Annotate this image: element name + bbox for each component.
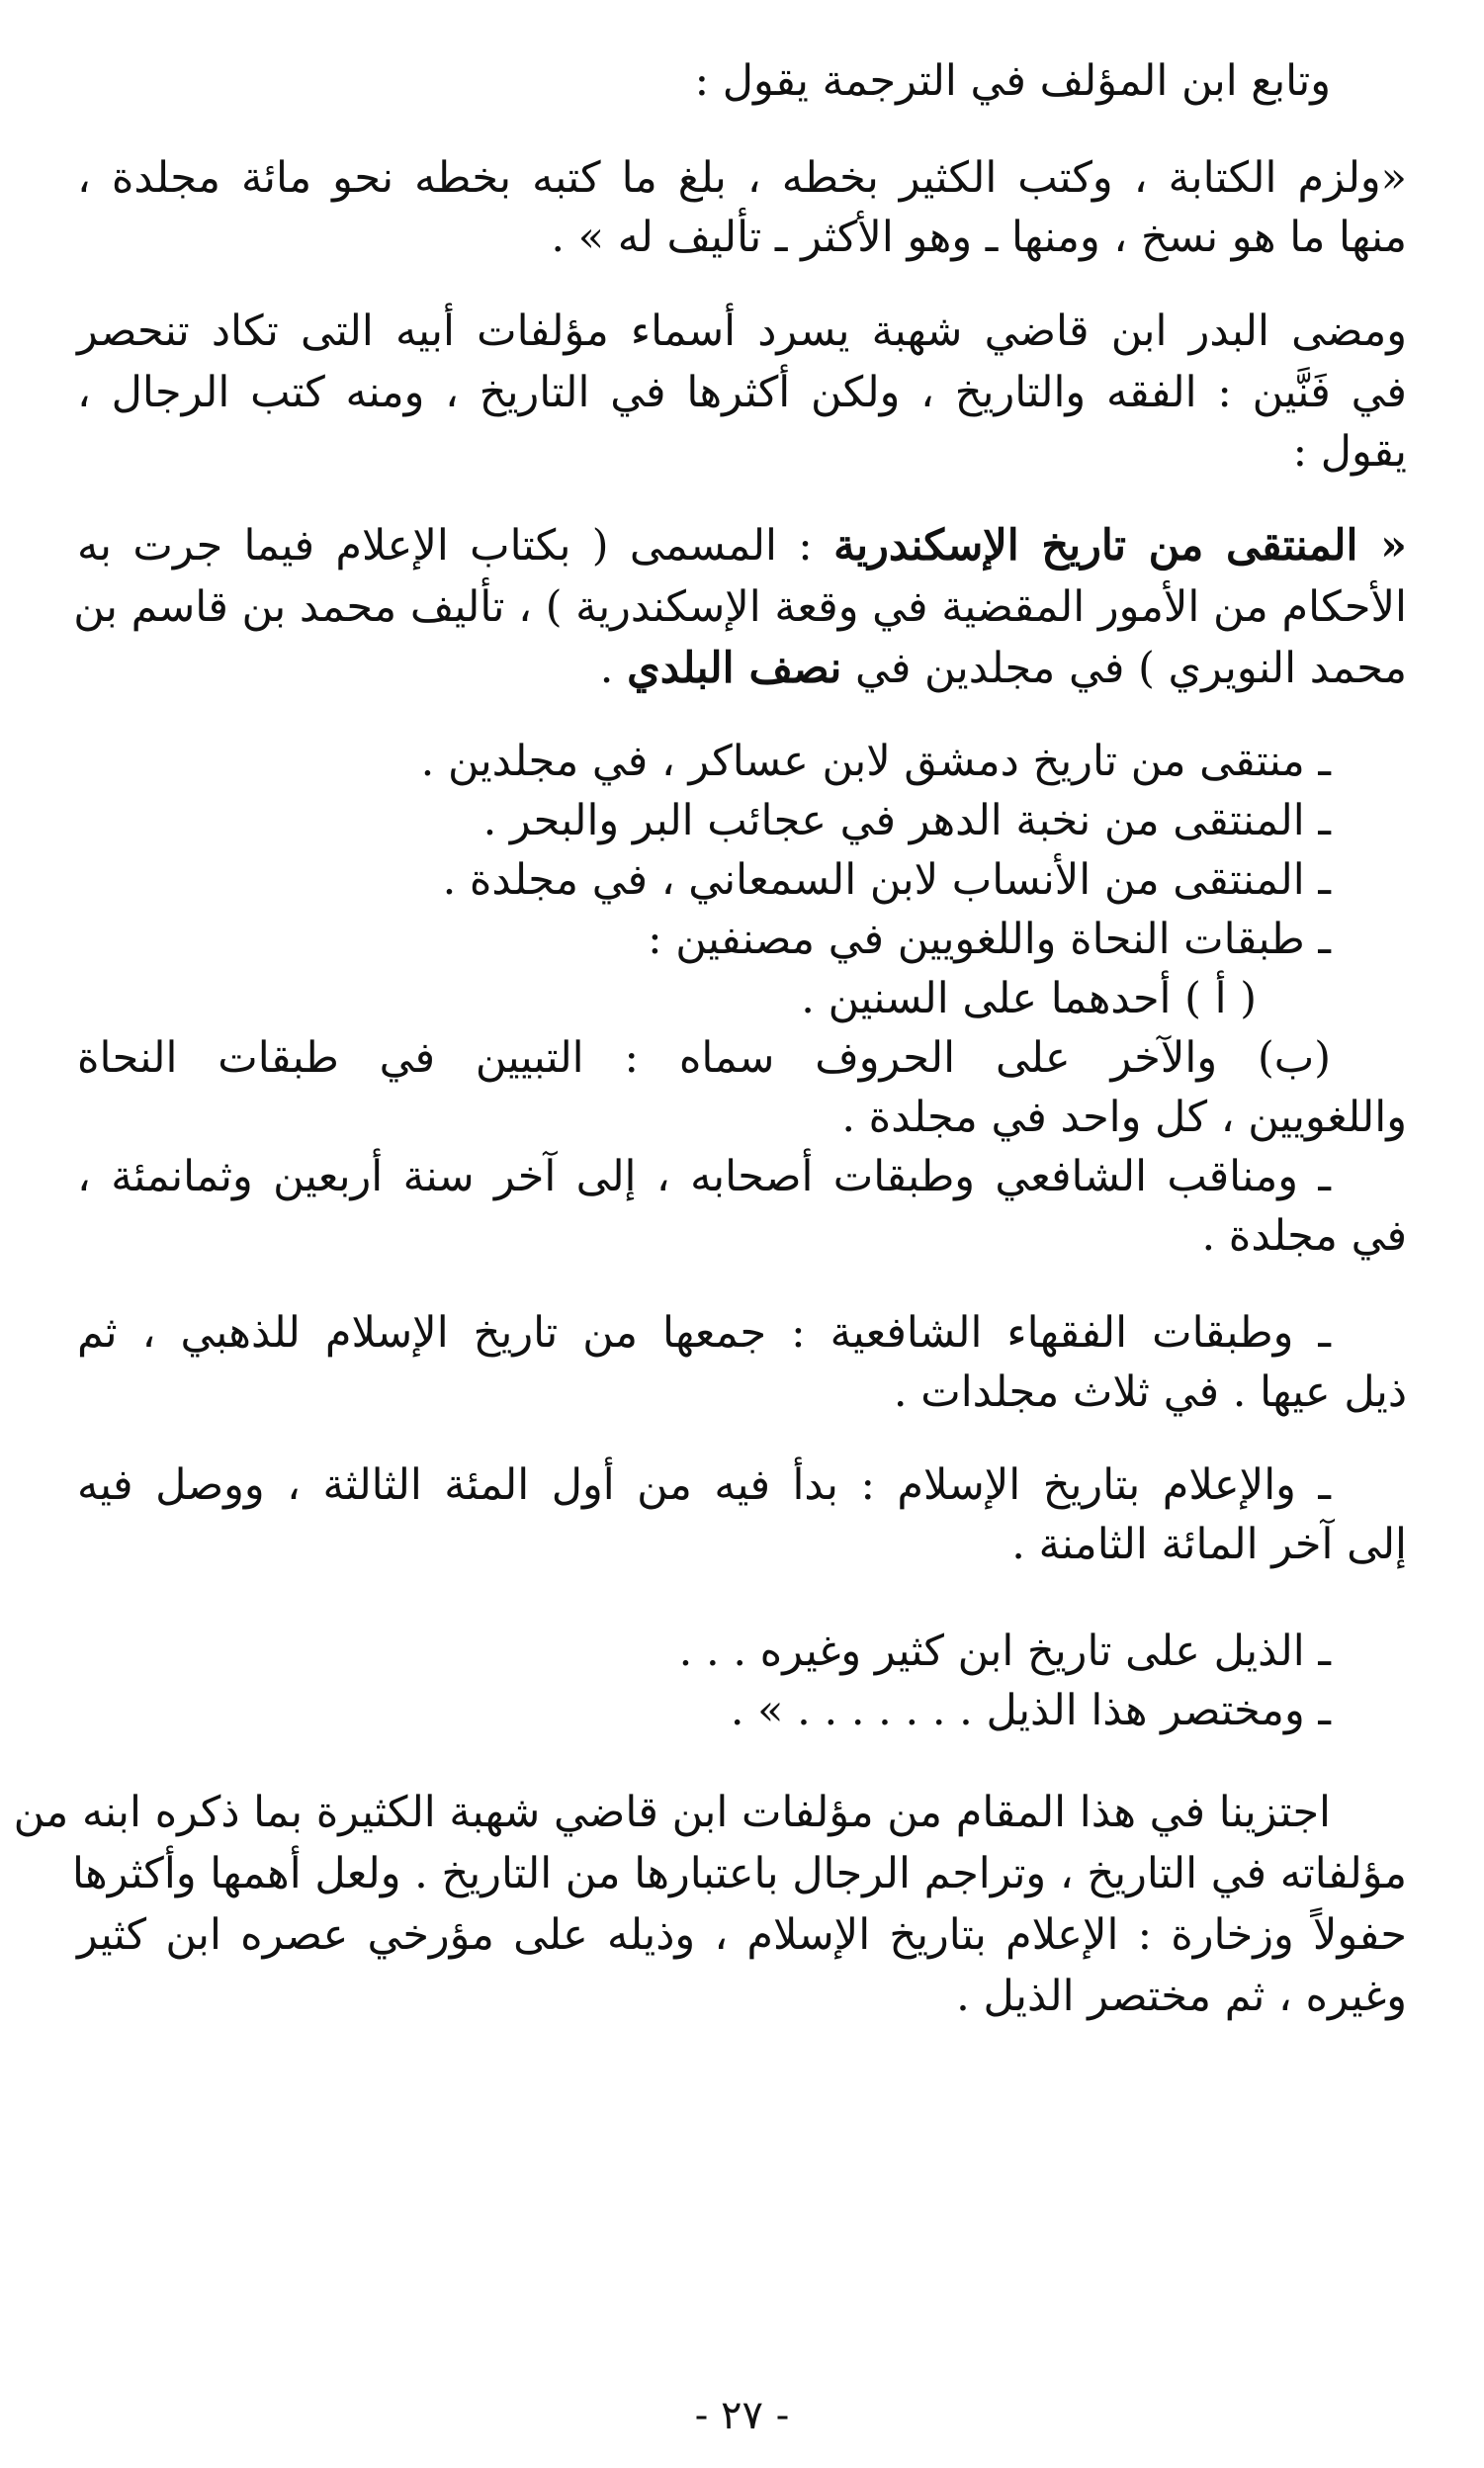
paragraph-line-2: في فَنَّين : الفقه والتاريخ ، ولكن أكثرها في التاريخ ، ومنه كتب الرجال ، bbox=[77, 368, 1407, 417]
paragraph-line-1: ومضى البدر ابن قاضي شهبة يسرد أسماء مؤلفات أبيه التى تكاد تنحصر bbox=[77, 307, 1407, 356]
list-subitem-b-line-2: واللغويين ، كل واحد في مجلدة . bbox=[841, 1093, 1407, 1142]
quote-line-1: «ولزم الكتابة ، وكتب الكثير بخطه ، بلغ ما كتبه بخطه نحو مائة مجلدة ، bbox=[77, 153, 1407, 203]
book-entry-line-3 bbox=[77, 639, 1407, 698]
list-item: ـ المنتقى من نخبة الدهر في عجائب البر والبحر . bbox=[482, 796, 1331, 845]
quote-line-2: منها ما هو نسخ ، ومنها ـ وهو الأكثر ـ تأليف له » . bbox=[551, 213, 1407, 262]
list-item: ـ ومناقب الشافعي وطبقات أصحابه ، إلى آخر سنة أربعين وثمانمئة ، bbox=[77, 1152, 1331, 1201]
list-item: ـ والإعلام بتاريخ الإسلام : بدأ فيه من أول المئة الثالثة ، ووصل فيه bbox=[77, 1460, 1331, 1510]
book-entry-text: محمد النويري ) في مجلدين في bbox=[841, 644, 1407, 693]
list-subitem-b-line-1: (ب) والآخر على الحروف سماه : التبيين في طبقات النحاة bbox=[77, 1033, 1331, 1083]
paragraph-intro-line: وتابع ابن المؤلف في الترجمة يقول : bbox=[694, 56, 1331, 106]
book-title: « المنتقى من تاريخ الإسكندرية bbox=[833, 521, 1407, 571]
page-number: - ٢٧ - bbox=[694, 2393, 790, 2438]
list-item: ـ ومختصر هذا الذيل . . . . . . . » . bbox=[730, 1686, 1331, 1735]
list-item-continuation: إلى آخر المائة الثامنة . bbox=[1011, 1520, 1407, 1569]
book-entry-line-1 bbox=[77, 516, 1407, 575]
list-item: ـ منتقى من تاريخ دمشق لابن عساكر ، في مجلدين . bbox=[420, 737, 1331, 786]
list-item: ـ المنتقى من الأنساب لابن السمعاني ، في مجلدة . bbox=[442, 855, 1331, 905]
paragraph-line-3: يقول : bbox=[1292, 427, 1407, 477]
book-subtitle: : المسمى ( بكتاب الإعلام فيما جرت به bbox=[77, 521, 834, 571]
list-item: ـ وطبقات الفقهاء الشافعية : جمعها من تاريخ الإسلام للذهبي ، ثم bbox=[77, 1308, 1331, 1358]
closing-paragraph-line-3: حفولاً وزخارة : الإعلام بتاريخ الإسلام ، وذيله على مؤرخي عصره ابن كثير bbox=[77, 1910, 1407, 1960]
book-entry-end: . bbox=[599, 644, 628, 693]
list-item: ـ الذيل على تاريخ ابن كثير وغيره . . . bbox=[678, 1627, 1331, 1676]
list-item-continuation: في مجلدة . bbox=[1201, 1211, 1407, 1261]
list-item: ـ طبقات النحاة واللغويين في مصنفين : bbox=[648, 915, 1331, 964]
closing-paragraph-line-4: وغيره ، ثم مختصر الذيل . bbox=[956, 1972, 1407, 2021]
book-entry-line-2: الأحكام من الأمور المقضية في وقعة الإسكندرية ) ، تأليف محمد بن قاسم بن bbox=[73, 582, 1407, 632]
closing-paragraph-line-1: اجتزينا في هذا المقام من مؤلفات ابن قاضي شهبة الكثيرة بما ذكره ابنه من bbox=[13, 1788, 1331, 1837]
list-item-continuation: ذيل عيها . في ثلاث مجلدات . bbox=[893, 1367, 1407, 1417]
closing-paragraph-line-2: مؤلفاته في التاريخ ، وتراجم الرجال باعتبارها من التاريخ . ولعل أهمها وأكثرها bbox=[71, 1849, 1407, 1898]
book-format: نصف البلدي bbox=[627, 644, 842, 693]
list-subitem-a: ( أ ) أحدهما على السنين . bbox=[801, 974, 1257, 1023]
